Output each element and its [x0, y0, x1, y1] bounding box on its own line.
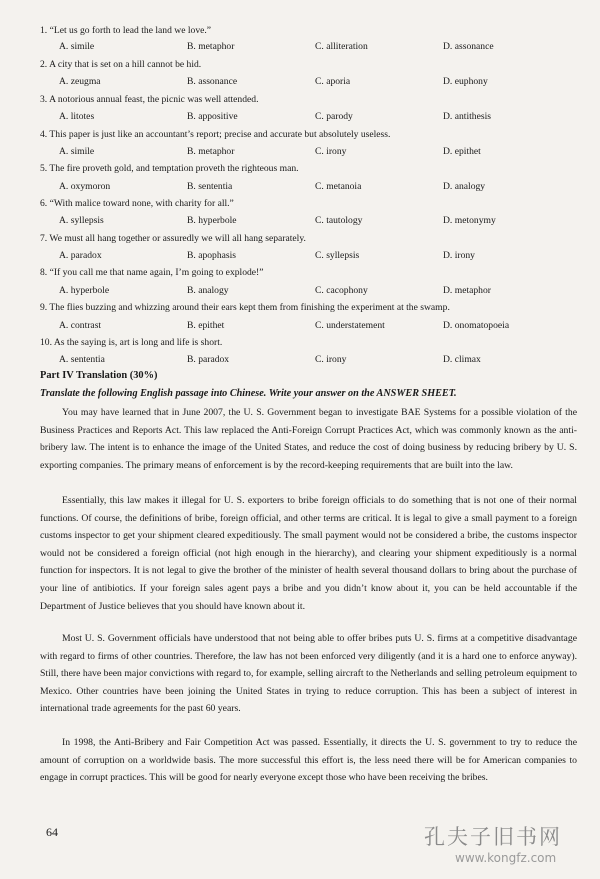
- passage-paragraph: Most U. S. Government officials have understood that not being able to offer bribes puts U. S. firms at a competitive disadvantage with regard to firms of other countries. Therefore, the law has not been enforced very diligently (and it is a hard one to enforce anyway). Still, there have been major convictions with regard to, for example, selling aircraft to the Netherlands and selling petroleum equipment to Mexico. Other countries have been joining the United States in trying to reduce corruption. This has been a subject of interest in international trade agreements for the past 60 years.: [40, 633, 577, 715]
- option-a: A. zeugma: [59, 76, 101, 87]
- option-d: D. metaphor: [443, 285, 491, 296]
- question-stem: 10. As the saying is, art is long and life is short.: [40, 337, 223, 348]
- option-c: C. parody: [315, 111, 353, 122]
- passage-paragraph: Essentially, this law makes it illegal for U. S. exporters to bribe foreign officials to do something that is not one of their normal functions. Of course, the definitions of bribe, foreign official, and other terms are critical. It is legal to give a small payment to a foreign customs inspector to get your shipment cleared expeditiously. The small payment would not be considered a bribe, the customs inspector would not be considered a foreign official (not high enough in the hierarchy), and clearing your shipment expeditiously is a normal function for inspectors. It is not legal to give the brother of the minister of health several thousand dollars to bring about the purchase of your line of antibiotics. If your foreign sales agent pays a bribe and you didn’t know about it, you can be held accountable if the Department of Justice believes that you should have known about it.: [40, 495, 577, 612]
- option-d: D. onomatopoeia: [443, 320, 510, 331]
- option-d: D. euphony: [443, 76, 488, 87]
- passage-paragraph: You may have learned that in June 2007, the U. S. Government began to investigate BAE Systems for a possible violation of the Business Practices and Reports Act. This law replaced the Anti-Foreign Corrupt Practices Act, which was commonly known as the anti-bribery law. The intent is to enhance the image of the United States, and reduce the cost of doing business by reducing bribery by U. S. exporting companies. The primary means of enforcement is by the record-keeping requirements that are built into the law.: [40, 407, 577, 471]
- option-b: B. analogy: [187, 285, 229, 296]
- section-instruction: Translate the following English passage into Chinese. Write your answer on the ANSWER SHEET.: [40, 388, 457, 399]
- option-d: D. climax: [443, 354, 481, 365]
- passage-paragraph: In 1998, the Anti-Bribery and Fair Competition Act was passed. Essentially, it directs the U. S. government to try to reduce the amount of corruption on a worldwide basis. The more successful this effort is, the less need there will be for American companies to engage in corrupt practices. This will be good for nearly everyone except those who have been receiving the bribes.: [40, 737, 577, 784]
- option-c: C. irony: [315, 146, 347, 157]
- option-d: D. epithet: [443, 146, 481, 157]
- option-d: D. metonymy: [443, 215, 496, 226]
- option-b: B. metaphor: [187, 41, 235, 52]
- option-a: A. paradox: [59, 250, 102, 261]
- question-stem: 1. “Let us go forth to lead the land we love.”: [40, 25, 212, 36]
- option-a: A. syllepsis: [59, 215, 104, 226]
- option-b: B. hyperbole: [187, 215, 237, 226]
- option-c: C. understatement: [315, 320, 385, 331]
- option-d: D. assonance: [443, 41, 494, 52]
- watermark-text: 孔夫子旧书网: [424, 825, 562, 849]
- option-c: C. metanoia: [315, 181, 362, 192]
- option-c: C. aporia: [315, 76, 351, 87]
- watermark-url: www.kongfz.com: [455, 851, 557, 865]
- question-stem: 7. We must all hang together or assuredly we will all hang separately.: [40, 233, 306, 244]
- option-b: B. paradox: [187, 354, 230, 365]
- question-stem: 6. “With malice toward none, with charity for all.”: [40, 198, 234, 209]
- question-stem: 2. A city that is set on a hill cannot be hid.: [40, 59, 202, 70]
- option-b: B. epithet: [187, 320, 225, 331]
- option-b: B. appositive: [187, 111, 238, 122]
- option-d: D. analogy: [443, 181, 486, 192]
- question-stem: 8. “If you call me that name again, I’m going to explode!”: [40, 267, 264, 278]
- question-stem: 3. A notorious annual feast, the picnic was well attended.: [40, 94, 259, 105]
- option-a: A. sententia: [59, 354, 105, 365]
- section-title: Part IV Translation (30%): [40, 370, 158, 381]
- option-a: A. litotes: [59, 111, 95, 122]
- option-c: C. cacophony: [315, 285, 368, 296]
- question-stem: 9. The flies buzzing and whizzing around their ears kept them from finishing the experiment at the swamp.: [40, 302, 450, 313]
- option-d: D. antithesis: [443, 111, 491, 122]
- option-c: C. irony: [315, 354, 347, 365]
- option-c: C. tautology: [315, 215, 363, 226]
- option-a: A. hyperbole: [59, 285, 110, 296]
- option-b: B. metaphor: [187, 146, 235, 157]
- page-number: 64: [46, 825, 58, 839]
- option-a: A. contrast: [59, 320, 102, 331]
- option-c: C. syllepsis: [315, 250, 360, 261]
- question-stem: 4. This paper is just like an accountant’s report; precise and accurate but absolutely useless.: [40, 129, 391, 140]
- option-b: B. apophasis: [187, 250, 237, 261]
- question-stem: 5. The fire proveth gold, and temptation proveth the righteous man.: [40, 163, 299, 174]
- option-a: A. simile: [59, 41, 95, 52]
- option-b: B. sententia: [187, 181, 233, 192]
- option-d: D. irony: [443, 250, 475, 261]
- option-c: C. alliteration: [315, 41, 368, 52]
- option-a: A. simile: [59, 146, 95, 157]
- option-b: B. assonance: [187, 76, 238, 87]
- option-a: A. oxymoron: [59, 181, 111, 192]
